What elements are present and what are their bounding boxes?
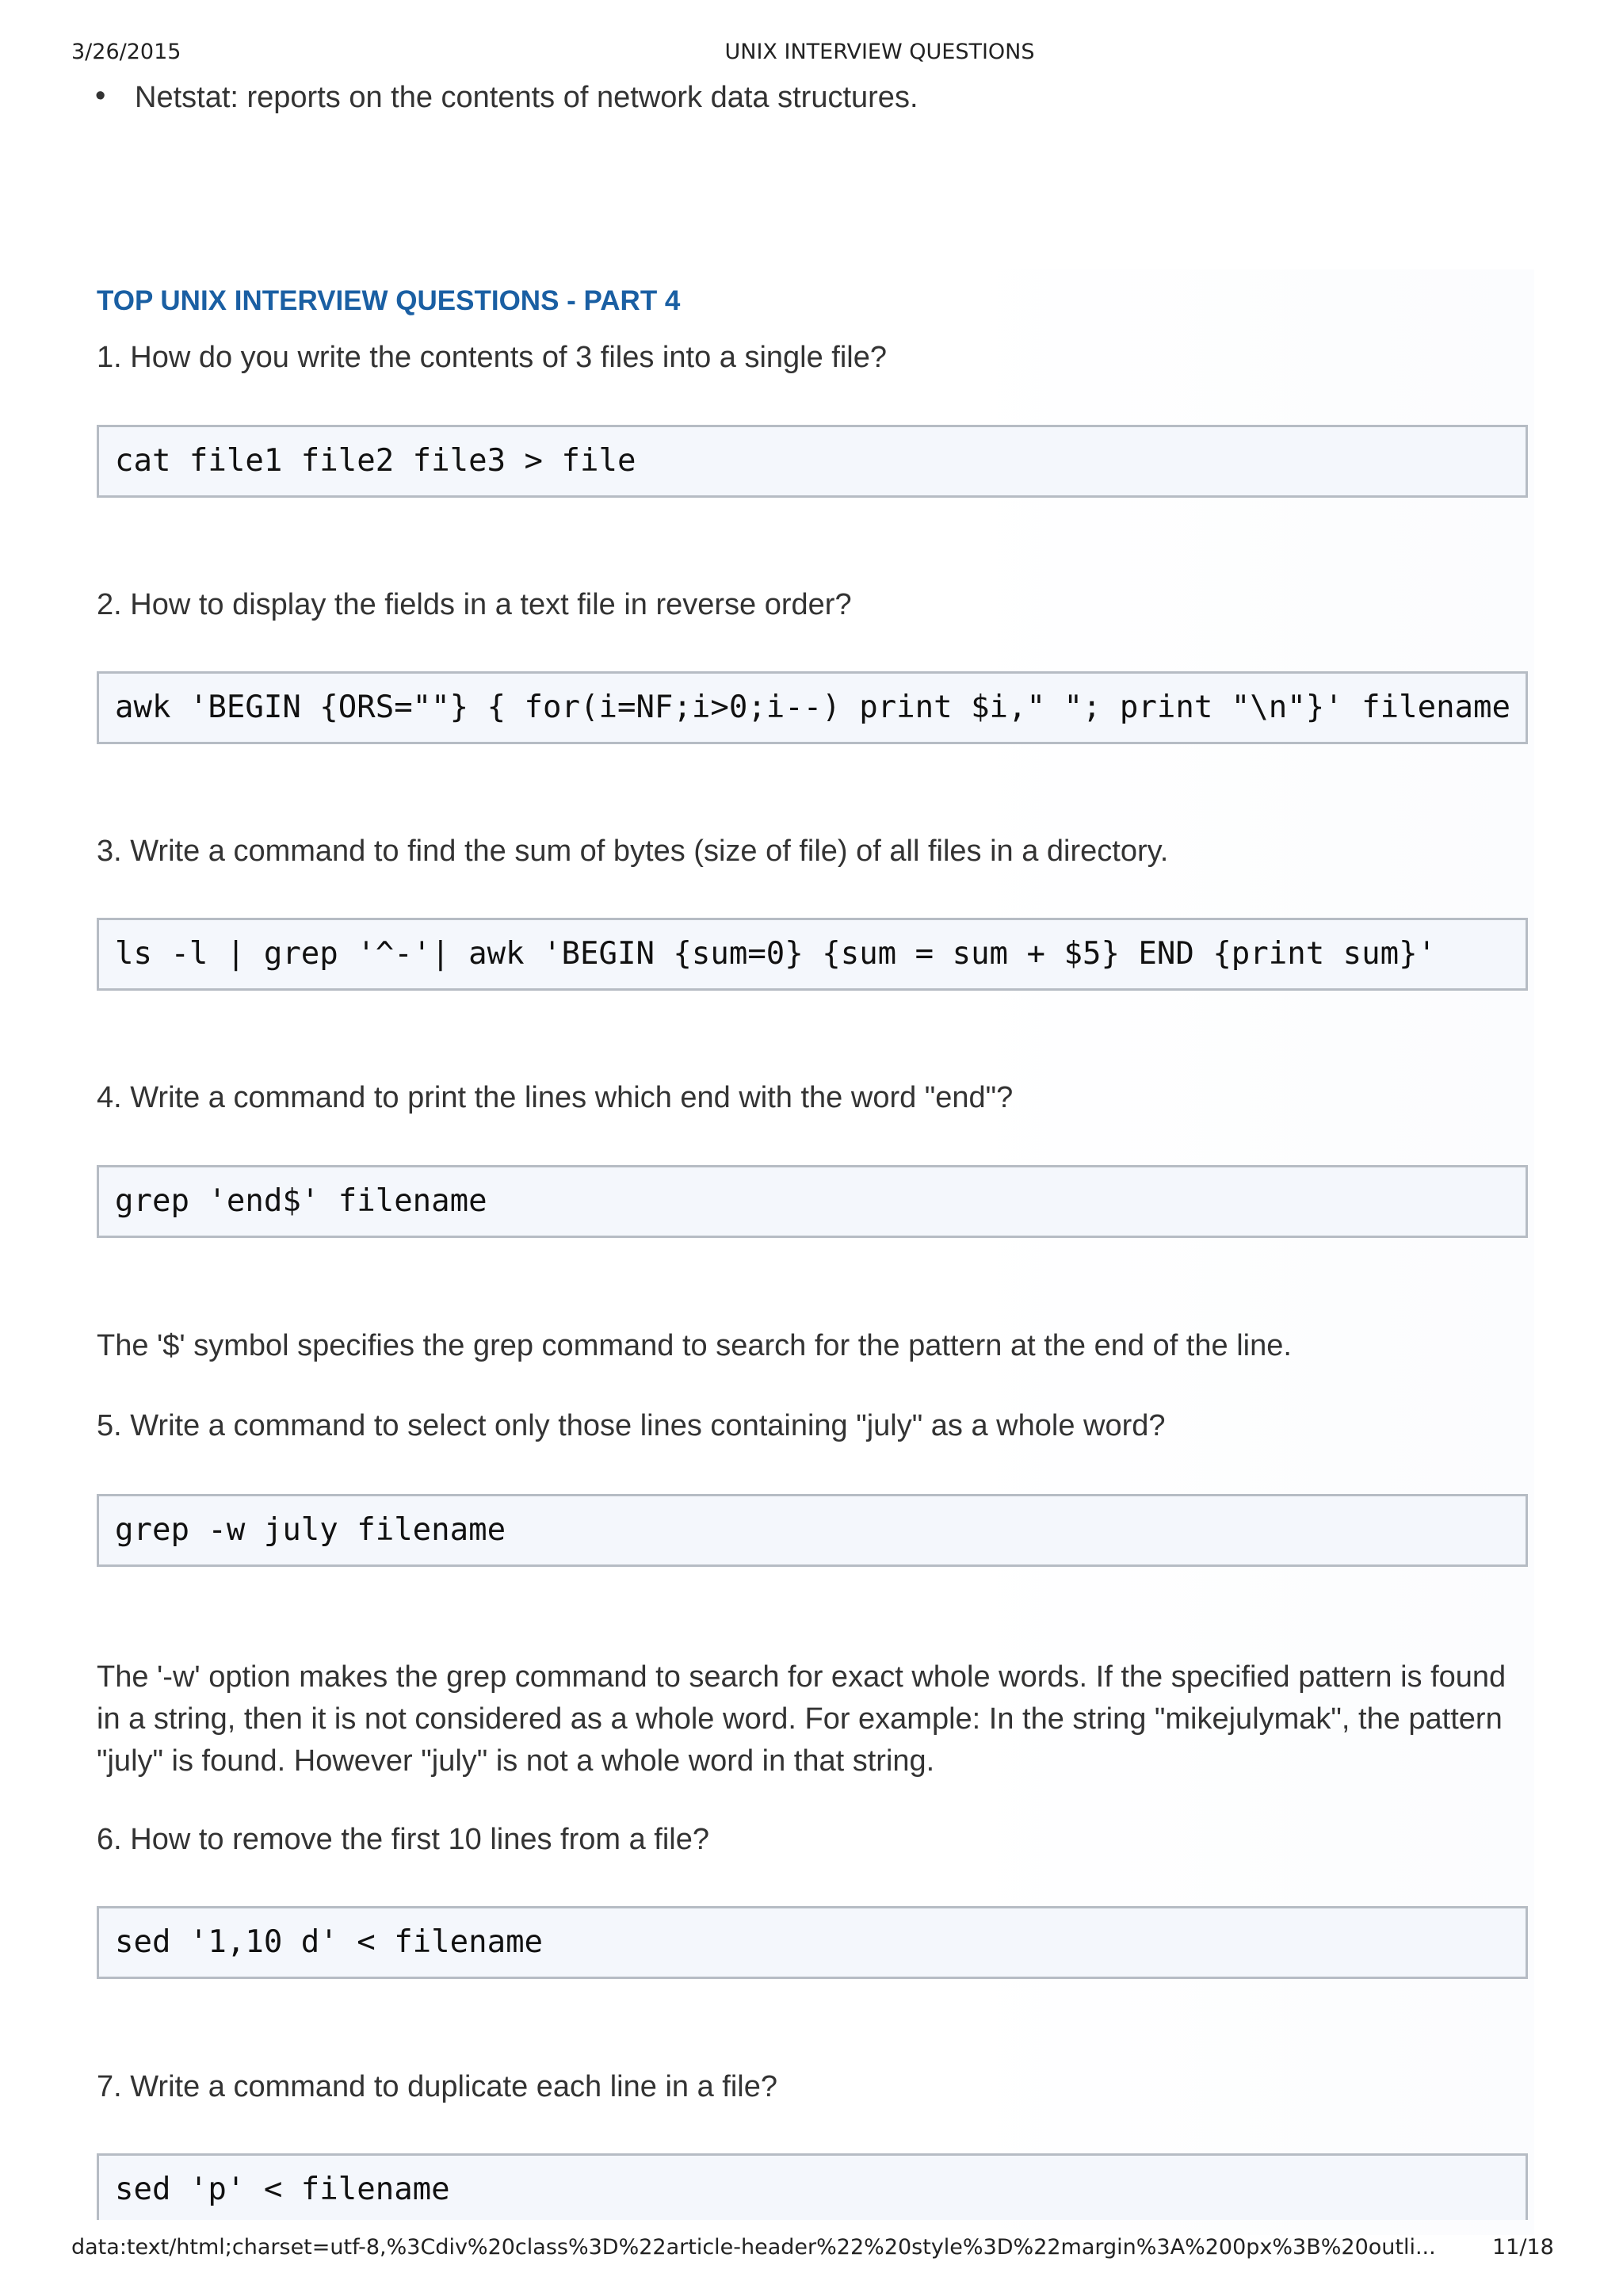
question-7: 7. Write a command to duplicate each line in a file? (97, 2070, 777, 2103)
question-1: 1. How do you write the contents of 3 files into a single file? (97, 341, 887, 374)
code-block-2: awk 'BEGIN {ORS=""} { for(i=NF;i>0;i--) print $i," "; print "\n"}' filename (97, 671, 1528, 744)
question-3: 3. Write a command to find the sum of bytes (size of file) of all files in a directory. (97, 835, 1169, 868)
code-block-3: ls -l | grep '^-'| awk 'BEGIN {sum=0} {sum = sum + $5} END {print sum}' (97, 918, 1528, 991)
code-block-4: grep 'end$' filename (97, 1165, 1528, 1238)
code-block-7: sed 'p' < filename (97, 2153, 1528, 2220)
question-2: 2. How to display the fields in a text file in reverse order? (97, 588, 852, 621)
print-header-title: UNIX INTERVIEW QUESTIONS (724, 40, 1035, 64)
question-6: 6. How to remove the first 10 lines from a file? (97, 1823, 709, 1856)
explanation-4: The '$' symbol specifies the grep command to search for the pattern at the end of the line. (97, 1329, 1292, 1362)
section-title: TOP UNIX INTERVIEW QUESTIONS - PART 4 (97, 285, 681, 316)
bullet-dot-icon: • (95, 79, 106, 113)
print-footer-url: data:text/html;charset=utf-8,%3Cdiv%20class%3D%22article-header%22%20style%3D%22margin%3A%200px%3B%20outli... (71, 2235, 1436, 2260)
explanation-5-line-1: The '-w' option makes the grep command to search for exact whole words. If the specified pattern is found (97, 1660, 1507, 1694)
page-number: 11/18 (1492, 2235, 1554, 2260)
code-block-5: grep -w july filename (97, 1494, 1528, 1567)
explanation-5 (97, 1656, 1539, 1782)
print-date: 3/26/2015 (71, 40, 181, 64)
question-4: 4. Write a command to print the lines which end with the word "end"? (97, 1081, 1014, 1114)
code-block-1: cat file1 file2 file3 > file (97, 425, 1528, 498)
bullet-text: Netstat: reports on the contents of network data structures. (135, 81, 918, 114)
code-block-6: sed '1,10 d' < filename (97, 1906, 1528, 1979)
question-5: 5. Write a command to select only those lines containing "july" as a whole word? (97, 1409, 1166, 1442)
bullet-item (95, 79, 918, 115)
explanation-5-line-2: in a string, then it is not considered as a whole word. For example: In the string "mikejulymak", the pattern (97, 1702, 1503, 1736)
explanation-5-line-3: "july" is found. However "july" is not a whole word in that string. (97, 1744, 935, 1778)
